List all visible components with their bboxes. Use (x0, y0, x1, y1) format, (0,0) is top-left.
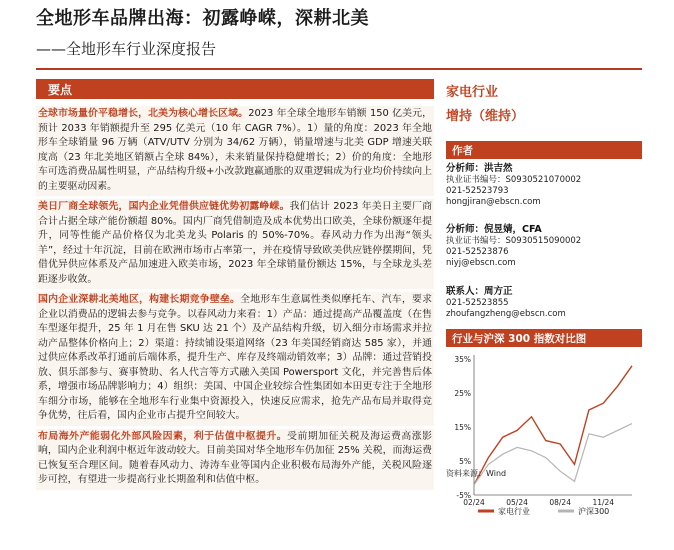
paragraph-1 (36, 106, 434, 196)
chart-header (446, 329, 642, 347)
paragraph-3-lead: 国内企业深耕北美地区，构建长期竞争壁垒。 (38, 294, 241, 305)
legend-label-1: 家电行业 (498, 507, 530, 516)
author-header (446, 141, 642, 159)
paragraph-3 (36, 292, 434, 426)
y-tick-label: 5% (459, 457, 471, 466)
key-points-header (36, 79, 434, 99)
analyst-2-cert: 执业证书编号：S0930515090002 (446, 236, 582, 246)
industry-name: 家电行业 (446, 85, 499, 100)
y-tick-label: 15% (454, 423, 471, 432)
chart-header-label: 行业与沪深 300 指数对比图 (452, 333, 587, 345)
analyst-2-name: 分析师：倪昱婧，CFA (446, 224, 542, 235)
performance-chart (446, 349, 642, 525)
x-tick-label: 11/24 (592, 498, 615, 507)
analyst-1 (446, 162, 581, 207)
author-header-label: 作者 (452, 145, 473, 157)
header-rule (36, 68, 642, 70)
paragraph-4-text: 受前期加征关税及海运费高涨影响，国内企业利润中枢近年波动较大。目前美国对华全地形车仍加征 25% 关税，而海运费已恢复至合理区间。随着春风动力、涛涛车业等国内企业积极布局海外产能，关税风险逐步可控，有望进一步提高行业长期盈利和估值中枢。 (38, 430, 432, 485)
analyst-1-cert: 执业证书编号：S0930521070002 (446, 175, 582, 185)
contact-1 (446, 285, 566, 320)
key-points-label: 要点 (48, 83, 73, 97)
analyst-1-name: 分析师：洪吉然 (446, 163, 513, 174)
industry-rating: 增持（维持） (446, 109, 525, 124)
contact-1-name: 联系人：周方正 (446, 286, 513, 297)
x-tick-label: 02/24 (463, 498, 485, 507)
paragraph-1-lead: 全球市场量价平稳增长，北美为核心增长区域。 (38, 108, 249, 119)
paragraph-2-text: 我们估计 2023 年美日主要厂商合计占据全球产能份额超 80%。国内厂商凭借制造及成本优势出口欧美，全球份额逐年提升，同等性能产品价格仅为北美龙头 Polaris 的 50%-70%。春风动力作为出海“领头羊”，经过十年沉淀，目前在欧洲市场市占率第一，并在疫情导致欧美供应链停摆期间，凭借优异供应体系及产品加速进入欧美市场，2023 年全球销量份额达 15%，与全球龙头差距逐步收敛。 (38, 201, 432, 285)
analyst-1-phone: 021-52523793 (446, 185, 509, 196)
paragraph-2-lead: 美日厂商全球领先，国内企业凭借供应链优势初露峥嵘。 (38, 201, 290, 212)
analyst-2-email[interactable]: niyj@ebscn.com (446, 257, 516, 268)
contact-1-email[interactable]: zhoufangzheng@ebscn.com (446, 308, 566, 319)
paragraph-4 (36, 429, 434, 490)
y-tick-label: 35% (454, 355, 471, 364)
paragraph-3-text: 全地形车生意属性类似摩托车、汽车，要求企业以消费品的逻辑去参与竞争。以春风动力来看：1）产品：通过提高产品覆盖度（在售车型逐年提升，25 年 1 月在售 SKU 达 21 个）及产品结构升级，切入细分市场需求并拉动产品整体价格向上；2）渠道：持续铺设渠道网络（23 年美国经销商达 585 家），并通过供应体系改革打通前后端体系，提升生产、库存及终端动销效率；3）品牌：通过营销投放、俱乐部参与、赛事赞助、名人代言等方式融入美国 Powersport 文化，并完善售后体系，增强市场品牌影响力；4）组织：美国、中国企业较综合性集团如本田更专注于全地形车细分市场，能够在全地形车行业集中资源投入，快速反应需求，抢先产品布局并取得竞争优势，往后看，国内企业市占提升空间较大。 (38, 294, 432, 421)
legend-label-2: 沪深300 (578, 507, 610, 516)
paragraph-4-lead: 布局海外产能弱化外部风险因素，利于估值中枢提升。 (38, 430, 288, 442)
y-tick-label: -5% (456, 491, 471, 500)
paragraph-1-text: 2023 年全球全地形车销额 150 亿美元，预计 2033 年销额提升至 295 亿美元（10 年 CAGR 7%）。1）量的角度：2023 年全地形车全球销量 96 万辆（ATV/UTV 分别为 34/62 万辆），销量增速与北美 GDP 增速关联度高（23 年北美地区销额占全球 84%），未来销量保持稳健增长；2）价的角度：全地形车可选消费品属性明显，产品结构升级+小改款跑赢通胀的双重逻辑成为行业均价持续向上的主要驱动因素。 (38, 108, 432, 192)
analyst-2 (446, 223, 581, 268)
analyst-1-email[interactable]: hongjiran@ebscn.com (446, 196, 541, 207)
x-tick-label: 08/24 (549, 498, 571, 507)
y-tick-label: 25% (454, 389, 471, 398)
report-title: 全地形车品牌出海：初露峥嵘，深耕北美 (36, 8, 369, 29)
contact-1-phone: 021-52523855 (446, 298, 509, 308)
paragraph-2 (36, 199, 434, 289)
key-points-body (36, 106, 434, 493)
series-line-1 (474, 366, 632, 485)
chart-source: 资料来源：Wind (446, 469, 507, 478)
report-subtitle: ——全地形车行业深度报告 (36, 40, 217, 58)
x-tick-label: 05/24 (506, 498, 528, 507)
analyst-2-phone: 021-52523876 (446, 246, 509, 257)
